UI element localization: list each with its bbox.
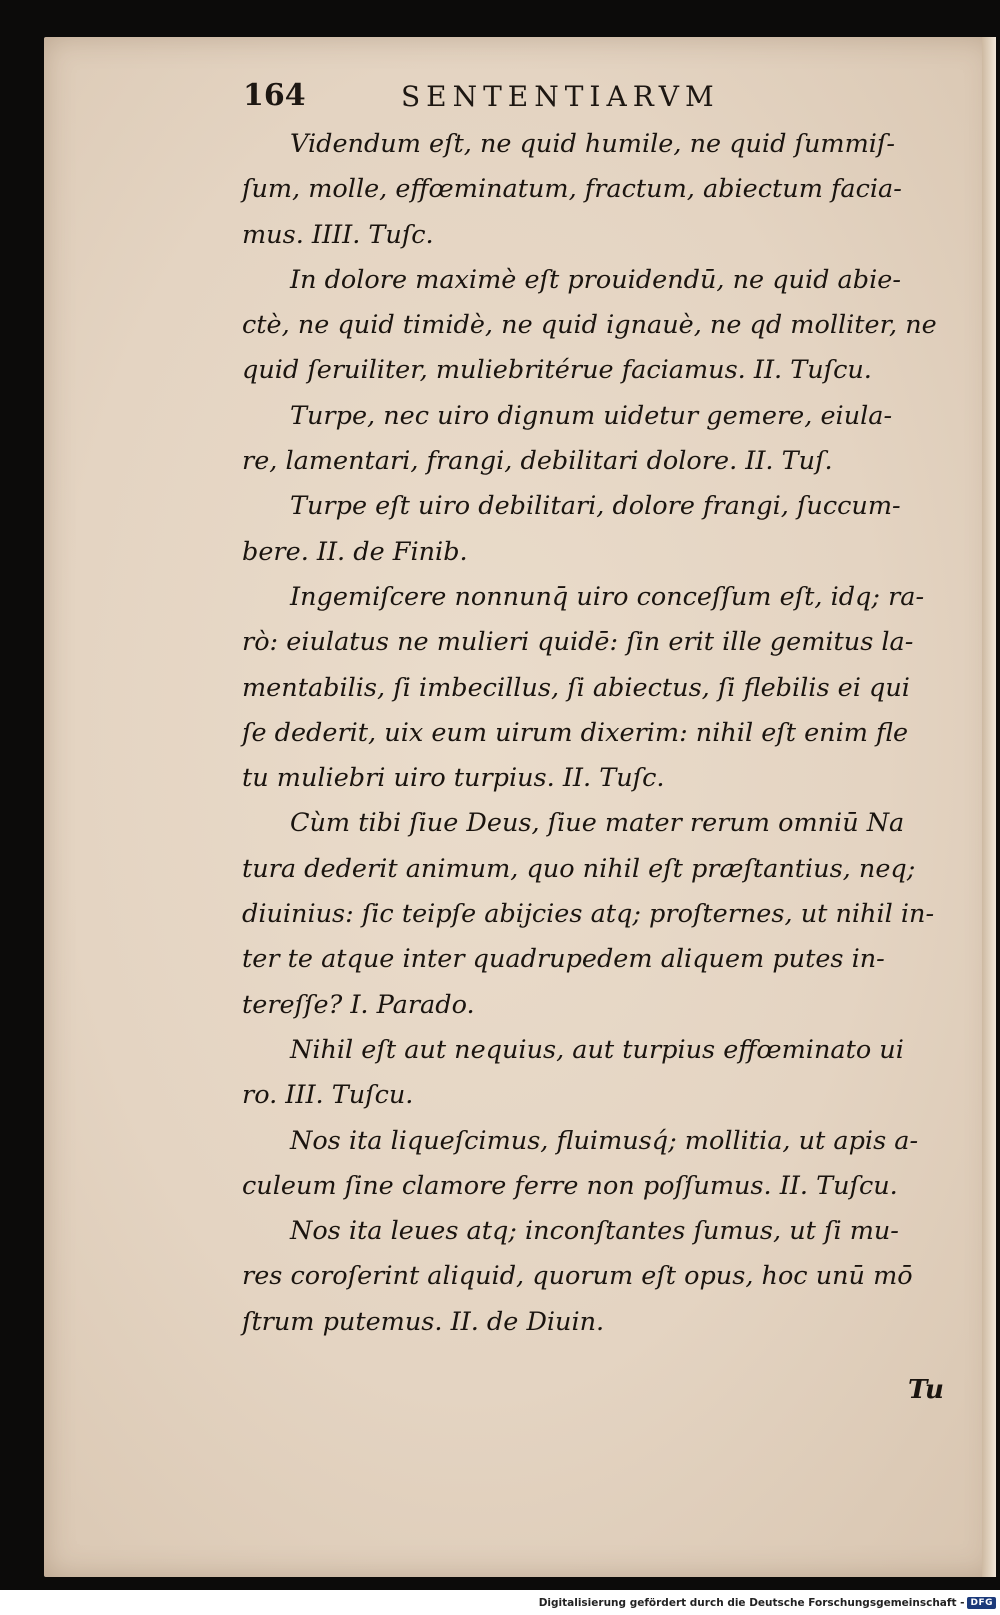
paragraph <box>242 1209 942 1345</box>
text-line: rò: eiulatus ne mulieri quidē: ſin erit ille gemitus la- <box>242 627 914 658</box>
text-line: bere. II. de Finib. <box>242 536 468 567</box>
paragraph <box>242 122 942 258</box>
text-line: ro. III. Tuſcu. <box>242 1080 414 1111</box>
text-line: Nos ita liqueſcimus, fluimusq́; mollitia, ut apis a- <box>290 1125 919 1156</box>
running-head: SENTENTIARVM <box>401 80 720 113</box>
credit-text: Digitalisierung gefördert durch die Deutsche Forschungsgemeinschaft - <box>538 1597 965 1609</box>
paragraph <box>242 484 942 575</box>
paragraph <box>242 801 942 1027</box>
text-line: ſe dederit, uix eum uirum dixerim: nihil eſt enim fle <box>242 717 909 748</box>
text-line: ſtrum putemus. II. de Diuin. <box>242 1306 605 1337</box>
text-line: Cùm tibi ſiue Deus, ſiue mater rerum omniū Na <box>290 808 905 839</box>
text-line: ſum, molle, effœminatum, fractum, abiectum facia- <box>242 174 902 205</box>
text-line: tereſſe? I. Parado. <box>242 989 475 1020</box>
paragraph <box>242 1028 942 1119</box>
text-line: Turpe, nec uiro dignum uidetur gemere, eiula- <box>290 400 893 431</box>
text-line: mentabilis, ſi imbecillus, ſi abiectus, ſi flebilis ei qui <box>242 672 910 703</box>
paragraph <box>242 258 942 394</box>
paragraph <box>242 1119 942 1210</box>
dfg-logo-icon: DFG <box>967 1597 996 1609</box>
text-line: quid ſeruiliter, muliebritérue faciamus. II. Tuſcu. <box>242 355 872 386</box>
page-edge <box>982 37 996 1577</box>
text-line: In dolore maximè eſt prouidendū, ne quid abie- <box>290 264 901 295</box>
digitization-credit <box>539 1597 996 1609</box>
text-line: diuinius: ſic teipſe abijcies atq; proſternes, ut nihil in- <box>242 899 935 930</box>
text-line: ctè, ne quid timidè, ne quid ignauè, ne qd molliter, ne <box>242 310 937 341</box>
text-line: re, lamentari, frangi, debilitari dolore. II. Tuſ. <box>242 446 833 477</box>
text-line: Turpe eſt uiro debilitari, dolore frangi, ſuccum- <box>290 491 901 522</box>
paragraph <box>242 394 942 485</box>
catchword: Tu <box>908 1375 944 1405</box>
text-line: Ingemiſcere nonnunq̄ uiro conceſſum eſt, idq; ra- <box>290 581 925 612</box>
page-number: 164 <box>243 78 306 113</box>
text-line: mus. IIII. Tuſc. <box>242 219 434 250</box>
text-line: tu muliebri uiro turpius. II. Tuſc. <box>242 763 665 794</box>
text-line: ter te atque inter quadrupedem aliquem putes in- <box>242 944 885 975</box>
page-header <box>243 78 783 118</box>
text-line: Nihil eſt aut nequius, aut turpius effœminato ui <box>290 1034 904 1065</box>
text-line: Videndum eſt, ne quid humile, ne quid ſummiſ- <box>290 129 895 159</box>
text-line: res coroſerint aliquid, quorum eſt opus, hoc unū mō <box>242 1261 913 1292</box>
text-line: culeum ſine clamore ferre non poſſumus. II. Tuſcu. <box>242 1170 898 1201</box>
text-line: tura dederit animum, quo nihil eſt præſtantius, neq; <box>242 853 916 884</box>
text-line: Nos ita leues atq; inconſtantes ſumus, ut ſi mu- <box>290 1216 899 1247</box>
body-text <box>242 122 942 1345</box>
paragraph <box>242 575 942 801</box>
